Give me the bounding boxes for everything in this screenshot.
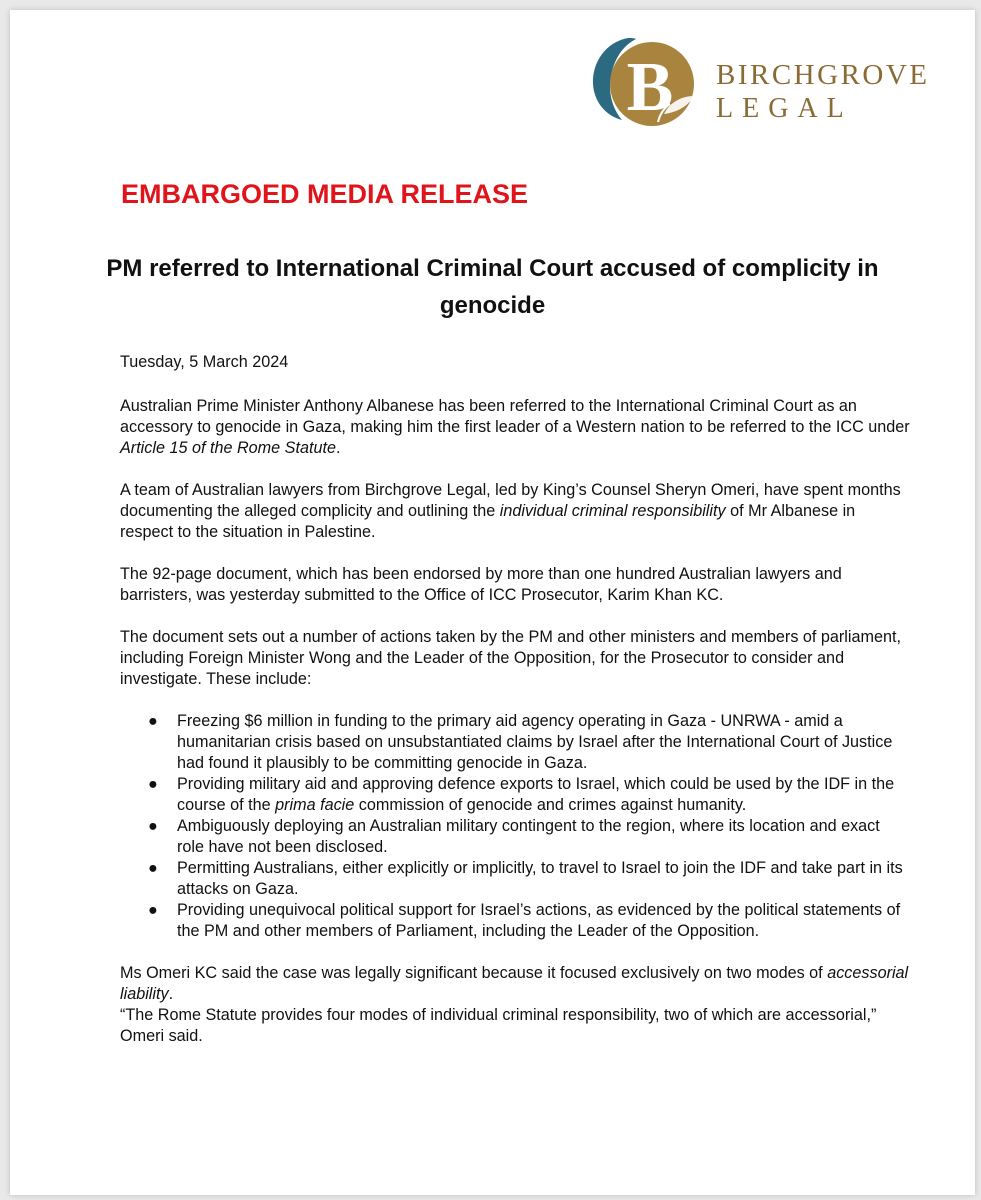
responsibility-emphasis: individual criminal responsibility xyxy=(499,502,726,520)
birchgrove-legal-logo xyxy=(584,32,964,127)
accessorial-liability-emphasis: accessorial liability xyxy=(120,964,909,1003)
release-body xyxy=(120,352,910,1047)
paragraph-actions-intro: The document sets out a number of actions taken by the PM and other ministers and members of parliament, including Foreign Minister Wong and the Leader of the Opposition, for the Prosecutor to consider and investigate. These include: xyxy=(120,628,901,688)
list-item: ● Ambiguously deploying an Australian military contingent to the region, where its location and exact role have not been disclosed. xyxy=(148,817,880,856)
bullet-icon: ● xyxy=(148,817,158,835)
bullet-icon: ● xyxy=(148,775,158,793)
logo-subtitle: LEGAL xyxy=(716,93,853,124)
bullet-icon: ● xyxy=(148,859,158,877)
paragraph-referral: Australian Prime Minister Anthony Albanese has been referred to the International Criminal Court as an accessory to genocide in Gaza, making him the first leader of a Western nation to be referred to the ICC under Article 15 of the Rome Statute. xyxy=(120,397,910,457)
logo-letter: B xyxy=(626,49,674,126)
release-date: Tuesday, 5 March 2024 xyxy=(120,353,289,371)
article-15-emphasis: Article 15 of the Rome Statute xyxy=(120,439,336,457)
bullet-icon: ● xyxy=(148,712,158,730)
release-headline: PM referred to International Criminal Court accused of complicity in genocide xyxy=(106,255,879,319)
list-item: ● Providing military aid and approving defence exports to Israel, which could be used by the IDF in the course of the prima facie commission of genocide and crimes against humanity. xyxy=(148,775,895,814)
birchgrove-logo-icon xyxy=(584,32,704,127)
paragraph-legal-team: A team of Australian lawyers from Birchgrove Legal, led by King’s Counsel Sheryn Omeri, have spent months documenting the alleged complicity and outlining the individual criminal responsibility of Mr Albanese in respect to the situation in Palestine. xyxy=(120,481,901,541)
prima-facie-emphasis: prima facie xyxy=(275,796,355,814)
embargo-label: EMBARGOED MEDIA RELEASE xyxy=(121,179,529,209)
logo-name: BIRCHGROVE xyxy=(716,59,930,91)
list-item: ● Providing unequivocal political support for Israel’s actions, as evidenced by the political statements of the PM and other members of Parliament, including the Leader of the Opposition. xyxy=(148,901,901,940)
document-page xyxy=(10,10,975,1195)
paragraph-document: The 92-page document, which has been endorsed by more than one hundred Australian lawyers and barristers, was yesterday submitted to the Office of ICC Prosecutor, Karim Khan KC. xyxy=(120,565,842,604)
paragraph-quote: “The Rome Statute provides four modes of individual criminal responsibility, two of which are accessorial,” Omeri said. xyxy=(120,1006,877,1045)
bullet-icon: ● xyxy=(148,901,158,919)
paragraph-accessorial: Ms Omeri KC said the case was legally significant because it focused exclusively on two modes of accessorial liability. xyxy=(120,964,909,1003)
list-item: ● Freezing $6 million in funding to the primary aid agency operating in Gaza - UNRWA - amid a humanitarian crisis based on unsubstantiated claims by Israel after the International Court of Justice had found it plausibly to be committing genocide in Gaza. xyxy=(148,712,893,772)
actions-list xyxy=(120,711,910,942)
list-item: ● Permitting Australians, either explicitly or implicitly, to travel to Israel to join the IDF and take part in its attacks on Gaza. xyxy=(148,859,903,898)
